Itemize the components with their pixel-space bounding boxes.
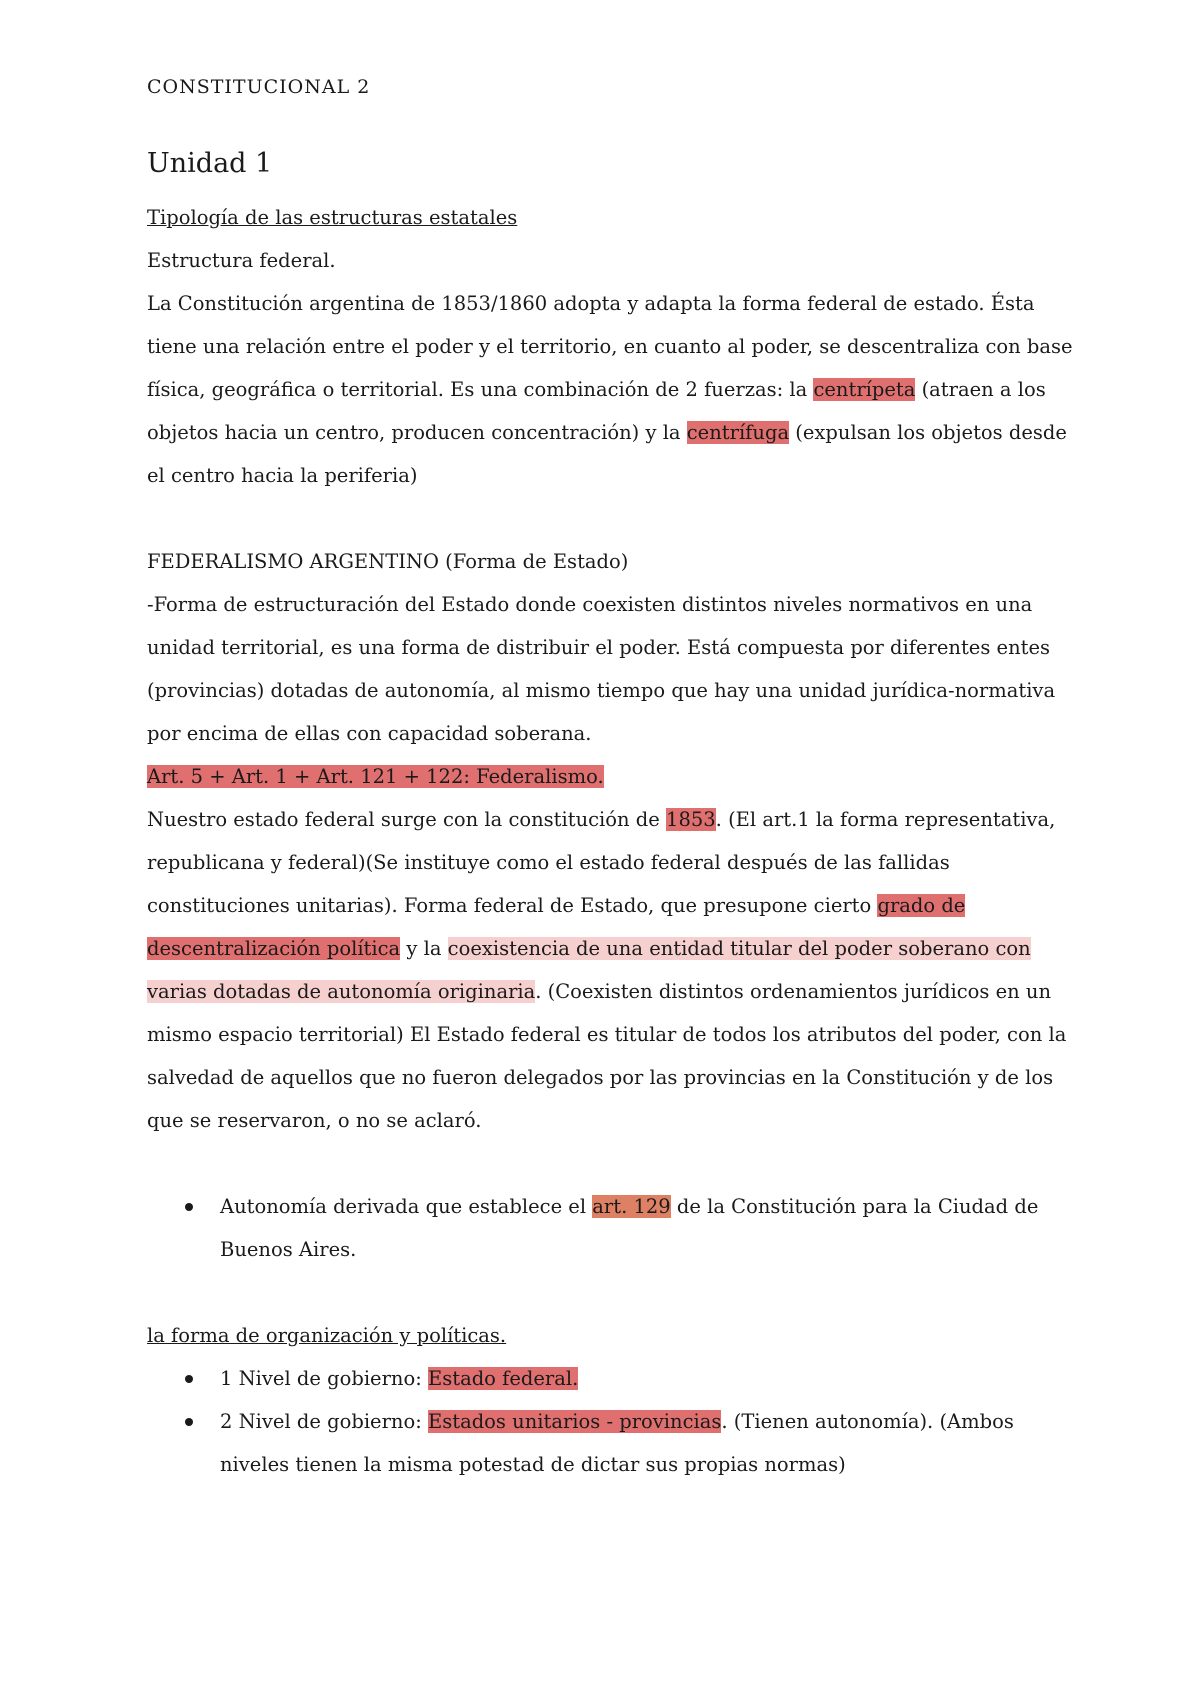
highlight-coexistencia: coexistencia de una entidad titular del poder soberano con varias dotadas de autonomía originaria <box>147 937 1031 1003</box>
paragraph-federal-state <box>147 798 1077 1142</box>
highlight-descentralizacion: grado de descentralización política <box>147 894 966 960</box>
blank-line <box>147 497 1077 540</box>
text-run: Autonomía derivada que establece el <box>220 1195 593 1218</box>
highlight-art-129: art. 129 <box>592 1195 671 1218</box>
subheading-federal-structure: Estructura federal. <box>147 249 336 272</box>
text-run: . (Coexisten distintos ordenamientos jurídicos en un mismo espacio territorial) El Estado federal es titular de todos los atributos del poder, con la salvedad de aquellos que no fueron delegados por las provincias en la Constitución y de los que se reservaron, o no se aclaró. <box>147 980 1067 1132</box>
highlight-centrifuga: centrífuga <box>686 421 790 444</box>
highlight-1853: 1853 <box>666 808 716 831</box>
bullet-icon <box>185 1375 193 1383</box>
section-heading-federalismo: FEDERALISMO ARGENTINO (Forma de Estado) <box>147 550 629 573</box>
unit-title: Unidad 1 <box>147 148 273 179</box>
highlight-estado-federal: Estado federal. <box>428 1367 579 1390</box>
list-item <box>147 1357 1077 1400</box>
text-run: y la <box>400 937 448 960</box>
text-run: de la Constitución para la Ciudad de Buenos Aires. <box>220 1195 1039 1261</box>
bullet-icon <box>185 1203 193 1211</box>
text-run: La Constitución argentina de 1853/1860 adopta y adapta la forma federal de estado. Ésta tiene una relación entre el poder y el territorio, en cuanto al poder, se descentraliza con base física, geográfica o territorial. Es una combinación de 2 fuerzas: la <box>147 292 1073 401</box>
document-header: CONSTITUCIONAL 2 <box>147 76 371 98</box>
text-run: 2 Nivel de gobierno: <box>220 1410 428 1433</box>
text-run: (atraen a los objetos hacia un centro, producen concentración) y la <box>147 378 1046 444</box>
highlight-articles: Art. 5 + Art. 1 + Art. 121 + 122: Federalismo. <box>147 765 604 788</box>
list-item <box>147 1185 1077 1271</box>
text-run: . (El art.1 la forma representativa, republicana y federal)(Se instituye como el estado federal después de las fallidas constituciones unitarias). Forma federal de Estado, que presupone cierto <box>147 808 1056 917</box>
highlight-centripeta: centrípeta <box>813 378 916 401</box>
bullet-list-autonomy <box>147 1185 1077 1271</box>
section-heading-typology: Tipología de las estructuras estatales <box>147 206 518 229</box>
bullet-list-levels <box>147 1357 1077 1486</box>
articles-line <box>147 755 1077 798</box>
document-body <box>147 196 1077 1486</box>
blank-line <box>147 1142 1077 1185</box>
paragraph-constitution <box>147 282 1077 497</box>
text-run: Nuestro estado federal surge con la constitución de <box>147 808 667 831</box>
text-run: 1 Nivel de gobierno: <box>220 1367 428 1390</box>
bullet-icon <box>185 1418 193 1426</box>
section-heading-organization: la forma de organización y políticas. <box>147 1324 507 1347</box>
blank-line <box>147 1271 1077 1314</box>
paragraph-definition: -Forma de estructuración del Estado donde coexisten distintos niveles normativos en una unidad territorial, es una forma de distribuir el poder. Está compuesta por diferentes entes (provincias) dotadas de autonomía, al mismo tiempo que hay una unidad jurídica-normativa por encima de ellas con capacidad soberana. <box>147 593 1056 745</box>
text-run: . (Tienen autonomía). (Ambos niveles tienen la misma potestad de dictar sus propias normas) <box>220 1410 1014 1476</box>
list-item <box>147 1400 1077 1486</box>
highlight-estados-unitarios: Estados unitarios - provincias <box>428 1410 722 1433</box>
text-run: (expulsan los objetos desde el centro hacia la periferia) <box>147 421 1067 487</box>
